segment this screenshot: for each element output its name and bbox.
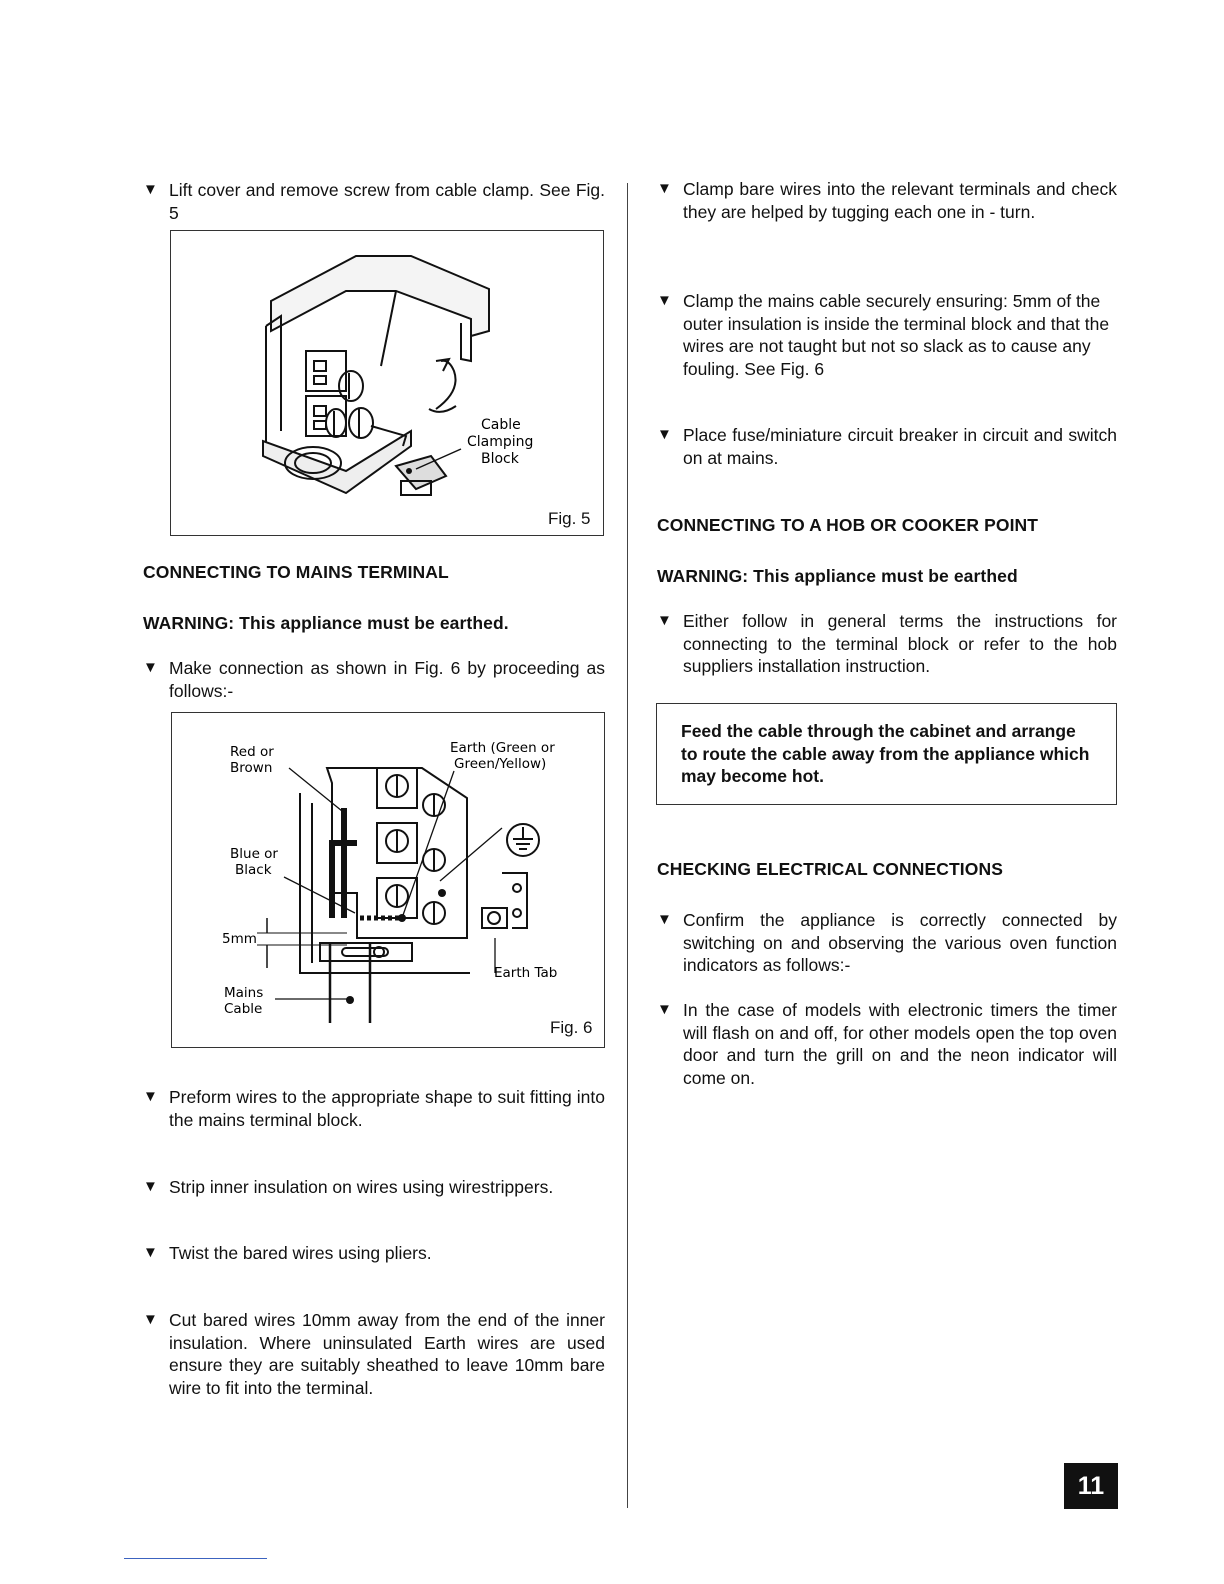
heading-connecting-mains: CONNECTING TO MAINS TERMINAL xyxy=(143,562,449,582)
fig6-earth-label-2: Green/Yellow) xyxy=(454,756,547,772)
cable-routing-notice: Feed the cable through the cabinet and arrange to route the cable away from the appliance which may become hot. xyxy=(656,703,1117,805)
warning-earthed-left: WARNING: This appliance must be earthed. xyxy=(143,613,509,633)
fig6-mains-label-1: Mains xyxy=(224,985,264,1001)
warning-earthed-right: WARNING: This appliance must be earthed xyxy=(657,566,1018,586)
terminal-wiring-diagram xyxy=(172,713,604,1047)
bullet-triangle-icon: ▼ xyxy=(143,1088,158,1105)
bullet-electronic-timers: ▼ In the case of models with electronic timers the timer will flash on and off, for other models open the top oven door and turn the grill on and the neon indicator will come on. xyxy=(657,1000,1117,1088)
bullet-triangle-icon: ▼ xyxy=(657,1001,672,1018)
bullet-triangle-icon: ▼ xyxy=(143,181,158,198)
bullet-triangle-icon: ▼ xyxy=(143,659,158,676)
fig6-red-label-1: Red or xyxy=(230,744,274,760)
fig6-red-label-2: Brown xyxy=(230,760,273,776)
fig5-callout-block: Block xyxy=(481,451,519,467)
bullet-clamp-mains: ▼ Clamp the mains cable securely ensuring: 5mm of the outer insulation is inside the terminal block and that the wires are not taught but not so slack as to cause any fouling. See Fig. 6 xyxy=(657,291,1110,379)
bullet-lift-cover: ▼ Lift cover and remove screw from cable clamp. See Fig. 5 xyxy=(143,180,605,223)
bullet-make-connection: ▼ Make connection as shown in Fig. 6 by proceeding as follows:- xyxy=(143,658,605,701)
fig5-callout-cable: Cable xyxy=(481,417,521,433)
bullet-cut-wires: ▼ Cut bared wires 10mm away from the end of the inner insulation. Where uninsulated Earth wires are used ensure they are suitably sheathed to leave 10mm bare wire to fit into the terminal. xyxy=(143,1310,605,1398)
bullet-triangle-icon: ▼ xyxy=(143,1311,158,1328)
bottom-rule xyxy=(124,1558,267,1559)
fig6-earth-label-1: Earth (Green or xyxy=(450,740,555,756)
bullet-place-fuse: ▼ Place fuse/miniature circuit breaker in circuit and switch on at mains. xyxy=(657,425,1117,468)
bullet-preform-wires: ▼ Preform wires to the appropriate shape to suit fitting into the mains terminal block. xyxy=(143,1087,605,1130)
fig6-blue-label-2: Black xyxy=(235,862,272,878)
cable-clamp-illustration xyxy=(171,231,603,535)
bullet-triangle-icon: ▼ xyxy=(143,1178,158,1195)
bullet-triangle-icon: ▼ xyxy=(657,911,672,928)
fig6-label: Fig. 6 xyxy=(550,1018,593,1037)
heading-hob-cooker: CONNECTING TO A HOB OR COOKER POINT xyxy=(657,515,1039,535)
page-number: 11 xyxy=(1064,1463,1118,1509)
figure-6 xyxy=(171,712,605,1048)
bullet-either-follow: ▼ Either follow in general terms the instructions for connecting to the terminal block or refer to the hob suppliers installation instruction. xyxy=(657,611,1117,676)
bullet-triangle-icon: ▼ xyxy=(143,1244,158,1261)
fig5-callout-clamping: Clamping xyxy=(467,434,534,450)
fig6-earth-tab-label: Earth Tab xyxy=(494,965,558,981)
bullet-triangle-icon: ▼ xyxy=(657,426,672,443)
bullet-triangle-icon: ▼ xyxy=(657,612,672,629)
bullet-twist-wires: ▼ Twist the bared wires using pliers. xyxy=(143,1243,432,1263)
bullet-confirm-appliance: ▼ Confirm the appliance is correctly connected by switching on and observing the various oven function indicators as follows:- xyxy=(657,910,1117,975)
column-divider xyxy=(627,183,628,1508)
bullet-clamp-wires: ▼ Clamp bare wires into the relevant terminals and check they are helped by tugging each one in - turn. xyxy=(657,179,1117,222)
figure-5 xyxy=(170,230,604,536)
bullet-strip-insulation: ▼ Strip inner insulation on wires using wirestrippers. xyxy=(143,1177,554,1197)
fig6-mains-label-2: Cable xyxy=(224,1001,263,1017)
heading-checking-connections: CHECKING ELECTRICAL CONNECTIONS xyxy=(657,859,1003,879)
fig5-label: Fig. 5 xyxy=(548,509,591,528)
fig6-blue-label-1: Blue or xyxy=(230,846,278,862)
fig6-5mm-label: 5mm xyxy=(222,931,257,947)
bullet-triangle-icon: ▼ xyxy=(657,180,672,197)
bullet-triangle-icon: ▼ xyxy=(657,292,672,309)
